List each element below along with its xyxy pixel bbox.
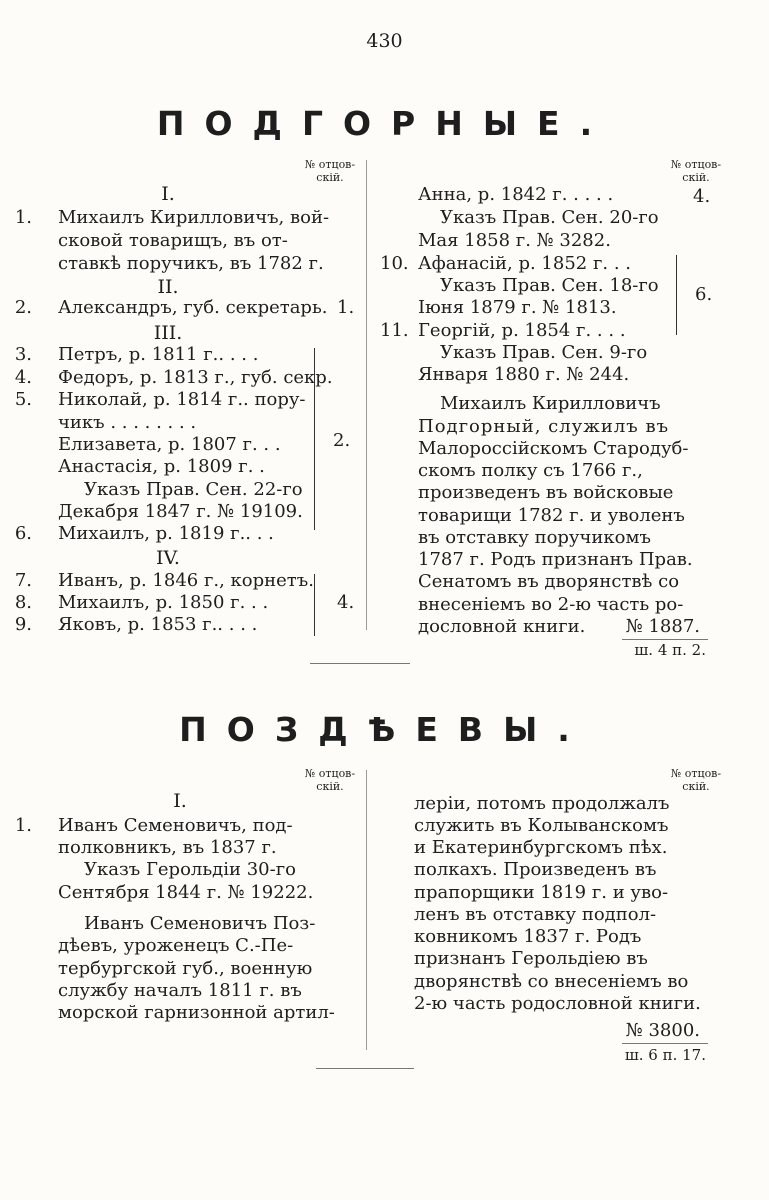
entry-text: полковникъ, въ 1837 г. xyxy=(58,837,277,858)
entry-text: Михаилъ, р. 1850 г. . . xyxy=(58,592,269,613)
entry-number: 6. xyxy=(14,523,32,544)
decree-text: Мая 1858 г. № 3282. xyxy=(418,230,611,251)
column-header-right: № отцов- скій. xyxy=(670,767,722,793)
biography-text: скомъ полку съ 1766 г., xyxy=(418,460,643,481)
biography-text: Подгорный, служилъ въ xyxy=(418,416,670,437)
reference-location: ш. 4 п. 2. xyxy=(634,641,706,659)
biography-text: леріи, потомъ продолжалъ xyxy=(414,793,670,814)
entry-text: сковой товарищъ, въ от- xyxy=(58,230,288,251)
biography-text: полкахъ. Произведенъ въ xyxy=(414,859,657,880)
biography-text: Малороссійскомъ Стародуб- xyxy=(418,438,689,459)
group-brace xyxy=(672,255,677,335)
entry-number: 3. xyxy=(14,344,32,365)
generation-numeral: III. xyxy=(153,322,183,344)
reference-number: № 3800. xyxy=(625,1020,700,1041)
generation-numeral: I. xyxy=(173,790,187,812)
biography-text: прапорщики 1819 г. и уво- xyxy=(414,882,669,903)
biography-text: 1787 г. Родъ признанъ Прав. xyxy=(418,549,693,570)
biography-text: службу началъ 1811 г. въ xyxy=(58,980,302,1001)
father-number: 6. xyxy=(695,284,713,305)
entry-text: чикъ . . . . . . . . xyxy=(58,412,197,433)
biography-text: признанъ Герольдіею въ xyxy=(414,948,648,969)
entry-text: Елизавета, р. 1807 г. . . xyxy=(58,434,281,455)
page-number: 430 xyxy=(366,30,403,52)
biography-text: Михаилъ Кирилловичъ xyxy=(440,393,661,414)
entry-text: Александръ, губ. секретарь. xyxy=(58,297,328,318)
entry-text: Иванъ Семеновичъ, под- xyxy=(58,815,293,836)
reference-rule xyxy=(622,1043,708,1044)
biography-text: внесеніемъ во 2-ю часть ро- xyxy=(418,594,684,615)
biography-text: дословной книги. xyxy=(418,616,586,637)
entry-number: 5. xyxy=(14,389,32,410)
generation-numeral: I. xyxy=(161,183,175,205)
biography-text: товарищи 1782 г. и уволенъ xyxy=(418,505,685,526)
entry-text: Яковъ, р. 1853 г.. . . . xyxy=(58,614,258,635)
decree-text: Сентября 1844 г. № 19222. xyxy=(58,882,314,903)
entry-number: 7. xyxy=(14,570,32,591)
entry-text: Анна, р. 1842 г. . . . . xyxy=(418,184,614,205)
father-number: 1. xyxy=(337,297,355,318)
column-divider xyxy=(366,160,367,630)
biography-text: въ отставку поручикомъ xyxy=(418,527,651,548)
biography-text: тербургской губ., военную xyxy=(58,958,313,979)
decree-text: Указъ Прав. Сен. 20-го xyxy=(440,207,659,228)
father-number: 2. xyxy=(333,430,351,451)
entry-text: Иванъ, р. 1846 г., корнетъ. xyxy=(58,570,314,591)
biography-text: и Екатеринбургскомъ пѣх. xyxy=(414,837,668,858)
biography-text: произведенъ въ войсковые xyxy=(418,482,674,503)
biography-text: дворянствѣ со внесеніемъ во xyxy=(414,971,689,992)
entry-text: Михаилъ Кирилловичъ, вой- xyxy=(58,207,330,228)
decree-text: Декабря 1847 г. № 19109. xyxy=(58,501,303,522)
biography-text: морской гарнизонной артил- xyxy=(58,1002,335,1023)
column-header-left: № отцов- скій. xyxy=(304,158,356,184)
biography-text: ленъ въ отставку подпол- xyxy=(414,904,657,925)
decree-text: Января 1880 г. № 244. xyxy=(418,364,630,385)
group-brace xyxy=(310,348,315,530)
reference-number: № 1887. xyxy=(625,616,700,637)
biography-text: Сенатомъ въ дворянствѣ со xyxy=(418,571,680,592)
father-number: 4. xyxy=(693,186,711,207)
entry-text: Анастасія, р. 1809 г. . xyxy=(58,456,265,477)
entry-number: 11. xyxy=(380,320,409,341)
column-header-right: № отцов- скій. xyxy=(670,158,722,184)
biography-text: ковникомъ 1837 г. Родъ xyxy=(414,926,642,947)
biography-text: дѣевъ, уроженецъ С.-Пе- xyxy=(58,935,294,956)
entry-text: Федоръ, р. 1813 г., губ. секр. xyxy=(58,367,333,388)
entry-text: ставкѣ поручикъ, въ 1782 г. xyxy=(58,253,324,274)
group-brace xyxy=(310,574,315,636)
entry-text: Михаилъ, р. 1819 г.. . . xyxy=(58,523,274,544)
column-divider xyxy=(366,770,367,1050)
section-title-pozdeevy: ПОЗДѢЕВЫ. xyxy=(179,710,590,749)
decree-text: Указъ Прав. Сен. 22-го xyxy=(84,479,303,500)
biography-text: 2-ю часть родословной книги. xyxy=(414,993,701,1014)
entry-text: Афанасій, р. 1852 г. . . xyxy=(418,253,631,274)
generation-numeral: IV. xyxy=(156,547,180,569)
section-divider xyxy=(310,663,410,664)
reference-rule xyxy=(622,639,708,640)
section-divider xyxy=(316,1068,414,1069)
entry-text: Георгій, р. 1854 г. . . . xyxy=(418,320,626,341)
section-title-podgornye: ПОДГОРНЫЕ. xyxy=(156,104,613,143)
decree-text: Іюня 1879 г. № 1813. xyxy=(418,297,617,318)
entry-number: 10. xyxy=(380,253,409,274)
biography-text: служить въ Колыванскомъ xyxy=(414,815,669,836)
entry-text: Петръ, р. 1811 г.. . . . xyxy=(58,344,259,365)
entry-text: Николай, р. 1814 г.. пору- xyxy=(58,389,306,410)
entry-number: 4. xyxy=(14,367,32,388)
decree-text: Указъ Герольдіи 30-го xyxy=(84,859,296,880)
entry-number: 9. xyxy=(14,614,32,635)
decree-text: Указъ Прав. Сен. 9-го xyxy=(440,342,648,363)
entry-number: 1. xyxy=(14,207,32,228)
column-header-left: № отцов- скій. xyxy=(304,767,356,793)
decree-text: Указъ Прав. Сен. 18-го xyxy=(440,275,659,296)
generation-numeral: II. xyxy=(157,276,179,298)
entry-number: 2. xyxy=(14,297,32,318)
reference-location: ш. 6 п. 17. xyxy=(624,1046,706,1064)
biography-text: Иванъ Семеновичъ Поз- xyxy=(84,913,316,934)
father-number: 4. xyxy=(337,592,355,613)
entry-number: 1. xyxy=(14,815,32,836)
entry-number: 8. xyxy=(14,592,32,613)
